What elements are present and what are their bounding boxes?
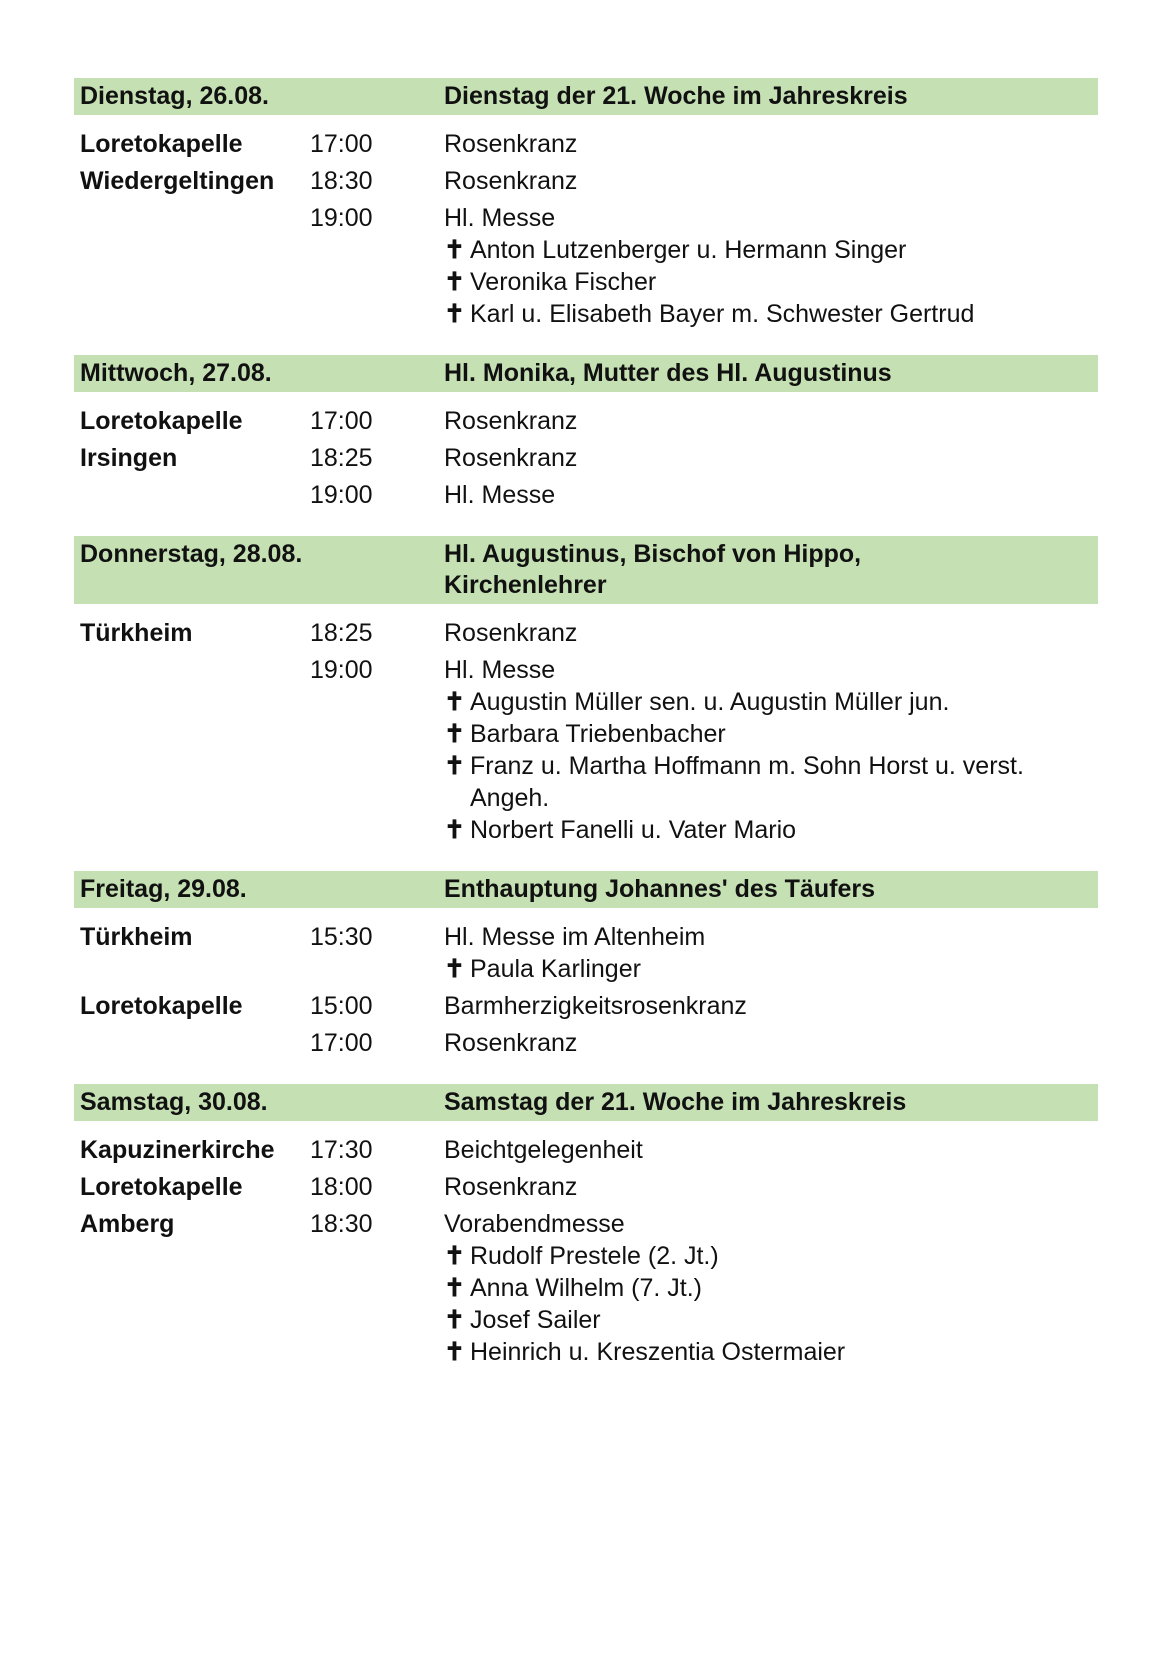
entry-event: Rosenkranz <box>444 444 578 472</box>
mass-intentions <box>444 234 1098 330</box>
day-date: Samstag, 30.08. <box>80 1088 268 1116</box>
schedule-entry <box>74 479 1098 511</box>
entry-list <box>74 1121 1098 1393</box>
schedule-entry <box>74 990 1098 1022</box>
entry-time: 19:00 <box>310 481 373 509</box>
cross-icon: ✝ <box>444 300 465 328</box>
entry-time: 17:00 <box>310 130 373 158</box>
entry-place: Loretokapelle <box>80 407 243 435</box>
cross-icon: ✝ <box>444 688 465 716</box>
mass-intention <box>444 1240 1098 1272</box>
schedule-entry <box>74 128 1098 160</box>
entry-time: 18:25 <box>310 444 373 472</box>
day-section <box>74 1084 1098 1393</box>
day-liturgical-title: Enthauptung Johannes' des Täufers <box>444 875 875 903</box>
schedule-entry <box>74 442 1098 474</box>
intention-name: Rudolf Prestele (2. Jt.) <box>470 1242 719 1270</box>
cross-icon: ✝ <box>444 1274 465 1302</box>
day-section <box>74 536 1098 871</box>
intention-name: Franz u. Martha Hoffmann m. Sohn Horst u. verst. Angeh. <box>470 752 1024 812</box>
schedule-entry <box>74 1027 1098 1059</box>
entry-event: Hl. Messe <box>444 204 556 232</box>
entry-content <box>444 617 1098 649</box>
schedule-entry <box>74 921 1098 985</box>
entry-event: Hl. Messe <box>444 656 556 684</box>
mass-intention <box>444 750 1098 814</box>
entry-content <box>444 654 1098 846</box>
entry-content <box>444 405 1098 437</box>
entry-time: 19:00 <box>310 204 373 232</box>
entry-time: 15:30 <box>310 923 373 951</box>
mass-intentions <box>444 686 1098 846</box>
day-date: Dienstag, 26.08. <box>80 82 269 110</box>
entry-content <box>444 1134 1098 1166</box>
entry-content <box>444 202 1098 330</box>
intention-name: Augustin Müller sen. u. Augustin Müller jun. <box>470 688 950 716</box>
day-header <box>74 536 1098 604</box>
entry-content <box>444 1027 1098 1059</box>
mass-intention <box>444 814 1098 846</box>
entry-place: Wiedergeltingen <box>80 167 275 195</box>
cross-icon: ✝ <box>444 1242 465 1270</box>
schedule-page <box>74 78 1098 1393</box>
day-date: Mittwoch, 27.08. <box>80 359 272 387</box>
entry-event: Vorabendmesse <box>444 1210 625 1238</box>
cross-icon: ✝ <box>444 720 465 748</box>
entry-place: Türkheim <box>80 923 193 951</box>
entry-event: Rosenkranz <box>444 1173 578 1201</box>
cross-icon: ✝ <box>444 268 465 296</box>
entry-event: Barmherzigkeitsrosenkranz <box>444 992 747 1020</box>
intention-name: Karl u. Elisabeth Bayer m. Schwester Gertrud <box>470 300 975 328</box>
schedule-entry <box>74 1134 1098 1166</box>
mass-intentions <box>444 953 1098 985</box>
schedule-entry <box>74 165 1098 197</box>
entry-content <box>444 442 1098 474</box>
entry-content <box>444 165 1098 197</box>
entry-list <box>74 908 1098 1084</box>
day-liturgical-title: Hl. Monika, Mutter des Hl. Augustinus <box>444 359 892 387</box>
schedule-entry <box>74 654 1098 846</box>
entry-event: Rosenkranz <box>444 1029 578 1057</box>
entry-list <box>74 115 1098 355</box>
day-liturgical-title: Samstag der 21. Woche im Jahreskreis <box>444 1088 907 1116</box>
day-header <box>74 78 1098 115</box>
mass-intention <box>444 686 1098 718</box>
intention-name: Anton Lutzenberger u. Hermann Singer <box>470 236 907 264</box>
schedule-entry <box>74 1208 1098 1368</box>
entry-place <box>74 654 310 846</box>
entry-event: Rosenkranz <box>444 407 578 435</box>
entry-list <box>74 604 1098 871</box>
intention-name: Anna Wilhelm (7. Jt.) <box>470 1274 703 1302</box>
entry-event: Rosenkranz <box>444 130 578 158</box>
day-date: Donnerstag, 28.08. <box>80 540 303 568</box>
day-header <box>74 1084 1098 1121</box>
entry-place: Amberg <box>80 1210 175 1238</box>
day-header <box>74 871 1098 908</box>
entry-time: 17:00 <box>310 1029 373 1057</box>
mass-intention <box>444 234 1098 266</box>
entry-time: 15:00 <box>310 992 373 1020</box>
day-date: Freitag, 29.08. <box>80 875 247 903</box>
schedule-entry <box>74 617 1098 649</box>
entry-place: Loretokapelle <box>80 1173 243 1201</box>
mass-intention <box>444 1336 1098 1368</box>
intention-name: Barbara Triebenbacher <box>470 720 726 748</box>
cross-icon: ✝ <box>444 955 465 983</box>
intention-name: Heinrich u. Kreszentia Ostermaier <box>470 1338 846 1366</box>
entry-event: Rosenkranz <box>444 167 578 195</box>
entry-place: Kapuzinerkirche <box>80 1136 275 1164</box>
mass-intention <box>444 718 1098 750</box>
cross-icon: ✝ <box>444 236 465 264</box>
cross-icon: ✝ <box>444 1306 465 1334</box>
mass-intention <box>444 953 1098 985</box>
mass-intention <box>444 1272 1098 1304</box>
entry-event: Rosenkranz <box>444 619 578 647</box>
entry-time: 17:30 <box>310 1136 373 1164</box>
day-liturgical-title: Hl. Augustinus, Bischof von Hippo, Kirchenlehrer <box>444 540 862 599</box>
entry-time: 18:30 <box>310 1210 373 1238</box>
schedule-entry <box>74 1171 1098 1203</box>
entry-content <box>444 1208 1098 1368</box>
schedule-entry <box>74 202 1098 330</box>
entry-place <box>74 479 310 511</box>
entry-event: Beichtgelegenheit <box>444 1136 643 1164</box>
entry-place: Loretokapelle <box>80 130 243 158</box>
entry-place: Loretokapelle <box>80 992 243 1020</box>
day-section <box>74 78 1098 355</box>
entry-place: Türkheim <box>80 619 193 647</box>
schedule-entry <box>74 405 1098 437</box>
entry-event: Hl. Messe im Altenheim <box>444 923 706 951</box>
intention-name: Norbert Fanelli u. Vater Mario <box>470 816 797 844</box>
mass-intention <box>444 266 1098 298</box>
intention-name: Paula Karlinger <box>470 955 641 983</box>
day-section <box>74 871 1098 1084</box>
entry-content <box>444 921 1098 985</box>
entry-list <box>74 392 1098 536</box>
entry-content <box>444 128 1098 160</box>
entry-time: 19:00 <box>310 656 373 684</box>
entry-time: 18:00 <box>310 1173 373 1201</box>
mass-intentions <box>444 1240 1098 1368</box>
entry-time: 18:30 <box>310 167 373 195</box>
entry-time: 18:25 <box>310 619 373 647</box>
entry-content <box>444 990 1098 1022</box>
entry-content <box>444 1171 1098 1203</box>
entry-time: 17:00 <box>310 407 373 435</box>
mass-intention <box>444 1304 1098 1336</box>
intention-name: Josef Sailer <box>470 1306 601 1334</box>
mass-intention <box>444 298 1098 330</box>
entry-place <box>74 202 310 330</box>
entry-place: Irsingen <box>80 444 178 472</box>
cross-icon: ✝ <box>444 1338 465 1366</box>
entry-event: Hl. Messe <box>444 481 556 509</box>
day-section <box>74 355 1098 536</box>
entry-content <box>444 479 1098 511</box>
cross-icon: ✝ <box>444 816 465 844</box>
cross-icon: ✝ <box>444 752 465 780</box>
entry-place <box>74 1027 310 1059</box>
intention-name: Veronika Fischer <box>470 268 657 296</box>
day-header <box>74 355 1098 392</box>
day-liturgical-title: Dienstag der 21. Woche im Jahreskreis <box>444 82 908 110</box>
